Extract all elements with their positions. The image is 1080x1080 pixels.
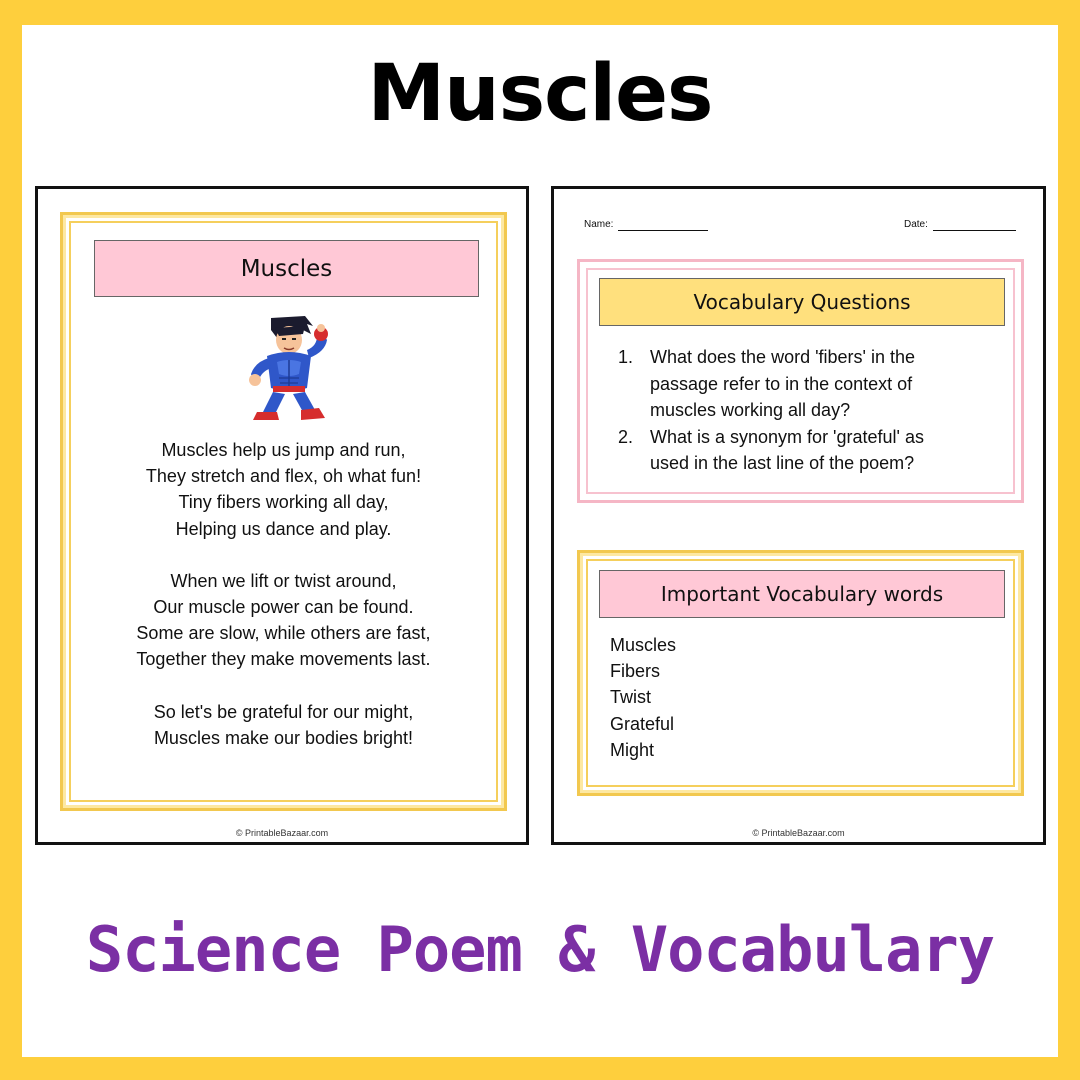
name-field[interactable]: [618, 230, 708, 231]
vocab-word: Might: [610, 739, 655, 760]
question-item: 1. What does the word 'fibers' in the passage refer to in the context of muscles working all day?: [618, 347, 916, 420]
copyright-footer: © PrintableBazaar.com: [752, 828, 845, 838]
page-title: Muscles: [367, 49, 713, 139]
vocab-word: Fibers: [610, 661, 661, 682]
poem-line: Helping us dance and play.: [175, 518, 392, 539]
vocab-words-title: Important Vocabulary words: [599, 570, 1005, 618]
date-field[interactable]: [933, 230, 1016, 231]
muscle-hero-illustration: [233, 312, 343, 424]
poem-line: Our muscle power can be found.: [153, 597, 414, 618]
worksheet-sheet: [551, 186, 1046, 845]
vocab-word: Twist: [610, 687, 652, 708]
poem-stanza-3: [63, 699, 504, 751]
poem-line: Muscles make our bodies bright!: [153, 727, 414, 748]
poem-sheet: [35, 186, 529, 845]
poem-frame: [60, 212, 507, 811]
subtitle-banner: Science Poem & Vocabulary: [85, 913, 995, 986]
poem-line: Tiny fibers working all day,: [178, 492, 389, 513]
poem-line: So let's be grateful for our might,: [153, 701, 414, 722]
vocab-word: Muscles: [610, 635, 677, 655]
poem-line: Together they make movements last.: [136, 649, 431, 670]
poem-title-banner: Muscles: [94, 240, 479, 297]
poem-line: They stretch and flex, oh what fun!: [145, 466, 422, 487]
name-label: Name:: [584, 219, 614, 230]
poem-line: Muscles help us jump and run,: [161, 440, 406, 460]
poem-stanza-2: [63, 568, 504, 673]
poem-stanza-1: [63, 437, 504, 542]
vocab-questions-title: Vocabulary Questions: [599, 278, 1005, 326]
vocab-words-frame: [577, 550, 1024, 796]
question-item: 2. What is a synonym for 'grateful' as used in the last line of the poem?: [618, 426, 924, 473]
vocab-questions-list: [618, 344, 978, 477]
poem-body: [63, 437, 504, 777]
copyright-footer: © PrintableBazaar.com: [235, 828, 329, 838]
vocab-word: Grateful: [610, 713, 675, 734]
poem-line: When we lift or twist around,: [170, 570, 397, 591]
vocab-words-list: [610, 632, 676, 763]
vocab-questions-frame: [577, 259, 1024, 503]
date-label: Date:: [904, 219, 928, 230]
poem-line: Some are slow, while others are fast,: [136, 623, 431, 644]
